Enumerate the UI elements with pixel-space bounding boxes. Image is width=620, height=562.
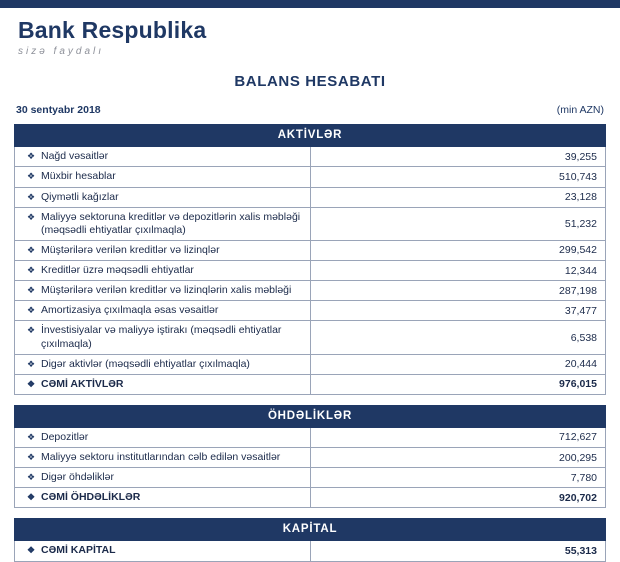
diamond-bullet-icon: ❖	[26, 211, 36, 222]
diamond-bullet-icon: ❖	[26, 325, 36, 336]
row-value: 287,198	[310, 281, 606, 301]
table-row	[15, 427, 606, 447]
row-label: İnvestisiyalar və maliyyə iştirakı (məqsədli ehtiyatlar çıxılmaqla)	[41, 324, 282, 350]
row-label: Maliyyə sektoruna kreditlər və depozitlərin xalis məbləği (məqsədli ehtiyatlar çıxılmaqla)	[41, 210, 301, 236]
brand-name: Bank Respublika	[18, 17, 207, 43]
table-row	[15, 261, 606, 281]
row-value: 920,702	[310, 488, 606, 508]
row-label: CƏMİ AKTİVLƏR	[41, 377, 124, 390]
capital-header-label: KAPİTAL	[15, 519, 606, 541]
diamond-bullet-icon: ❖	[26, 358, 36, 369]
row-label-cell	[15, 427, 311, 447]
brand-block	[0, 8, 620, 57]
brand-tagline: sizə faydalı	[18, 46, 105, 58]
row-label-cell	[15, 240, 311, 260]
row-label: CƏMİ KAPİTAL	[41, 544, 116, 557]
row-value: 20,444	[310, 354, 606, 374]
liabilities-section-header	[15, 405, 606, 427]
assets-header-label: AKTİVLƏR	[15, 125, 606, 147]
row-label: Qiymətli kağızlar	[41, 190, 119, 203]
row-value: 37,477	[310, 301, 606, 321]
row-value: 6,538	[310, 321, 606, 354]
capital-section-header	[15, 519, 606, 541]
diamond-bullet-icon: ❖	[26, 191, 36, 202]
diamond-bullet-icon: ❖	[26, 452, 36, 463]
table-row	[15, 468, 606, 488]
table-row	[15, 321, 606, 354]
row-label-cell	[15, 374, 311, 394]
table-row	[15, 167, 606, 187]
table-row	[15, 281, 606, 301]
diamond-bullet-icon: ❖	[26, 472, 36, 483]
row-label-cell	[15, 468, 311, 488]
diamond-bullet-icon: ❖	[26, 171, 36, 182]
diamond-bullet-icon: ❖	[26, 244, 36, 255]
table-row	[15, 301, 606, 321]
diamond-bullet-icon: ❖	[26, 492, 36, 503]
row-label: Kreditlər üzrə məqsədli ehtiyatlar	[41, 264, 194, 277]
row-value: 23,128	[310, 187, 606, 207]
row-value: 7,780	[310, 468, 606, 488]
row-label-cell	[15, 448, 311, 468]
row-label: Müştərilərə verilən kreditlər və lizinqlərin xalis məbləği	[41, 284, 292, 297]
table-row	[15, 354, 606, 374]
table-row-total	[15, 488, 606, 508]
diamond-bullet-icon: ❖	[26, 285, 36, 296]
row-value: 12,344	[310, 261, 606, 281]
row-label: CƏMİ ÖHDƏLİKLƏR	[41, 491, 141, 504]
row-label-cell	[15, 321, 311, 354]
tables-container	[0, 124, 620, 561]
table-row	[15, 147, 606, 167]
row-value: 712,627	[310, 427, 606, 447]
table-row	[15, 448, 606, 468]
row-value: 510,743	[310, 167, 606, 187]
diamond-bullet-icon: ❖	[26, 151, 36, 162]
row-value: 51,232	[310, 207, 606, 240]
report-unit: (min AZN)	[556, 104, 604, 117]
row-label: Digər aktivlər (məqsədli ehtiyatlar çıxılmaqla)	[41, 357, 250, 370]
diamond-bullet-icon: ❖	[26, 378, 36, 389]
table-row	[15, 207, 606, 240]
table-row-total	[15, 374, 606, 394]
row-label-cell	[15, 147, 311, 167]
row-label: Müxbir hesablar	[41, 170, 116, 183]
row-label: Maliyyə sektoru institutlarından cəlb edilən vəsaitlər	[41, 451, 281, 464]
row-label: Digər öhdəliklər	[41, 471, 114, 484]
row-label-cell	[15, 488, 311, 508]
liabilities-header-label: ÖHDƏLİKLƏR	[15, 405, 606, 427]
diamond-bullet-icon: ❖	[26, 265, 36, 276]
row-value: 299,542	[310, 240, 606, 260]
diamond-bullet-icon: ❖	[26, 545, 36, 556]
table-row	[15, 187, 606, 207]
row-label-cell	[15, 541, 311, 561]
row-value: 39,255	[310, 147, 606, 167]
table-row	[15, 240, 606, 260]
row-label: Müştərilərə verilən kreditlər və lizinqlər	[41, 243, 220, 256]
table-row-total	[15, 541, 606, 561]
header-accent-bar	[0, 0, 620, 8]
assets-section-header	[15, 125, 606, 147]
row-label-cell	[15, 301, 311, 321]
row-value: 200,295	[310, 448, 606, 468]
row-label-cell	[15, 207, 311, 240]
row-value: 55,313	[310, 541, 606, 561]
report-meta	[0, 104, 620, 116]
row-label: Nağd vəsaitlər	[41, 150, 109, 163]
row-label-cell	[15, 187, 311, 207]
row-value: 976,015	[310, 374, 606, 394]
row-label: Amortizasiya çıxılmaqla əsas vəsaitlər	[41, 304, 219, 317]
report-date: 30 sentyabr 2018	[16, 104, 101, 117]
diamond-bullet-icon: ❖	[26, 305, 36, 316]
page-title: BALANS HESABATI	[234, 73, 386, 91]
row-label: Depozitlər	[41, 430, 89, 443]
assets-table	[14, 124, 606, 395]
row-label-cell	[15, 354, 311, 374]
row-label-cell	[15, 167, 311, 187]
capital-table	[14, 518, 606, 561]
diamond-bullet-icon: ❖	[26, 431, 36, 442]
liabilities-table	[14, 405, 606, 509]
row-label-cell	[15, 281, 311, 301]
row-label-cell	[15, 261, 311, 281]
